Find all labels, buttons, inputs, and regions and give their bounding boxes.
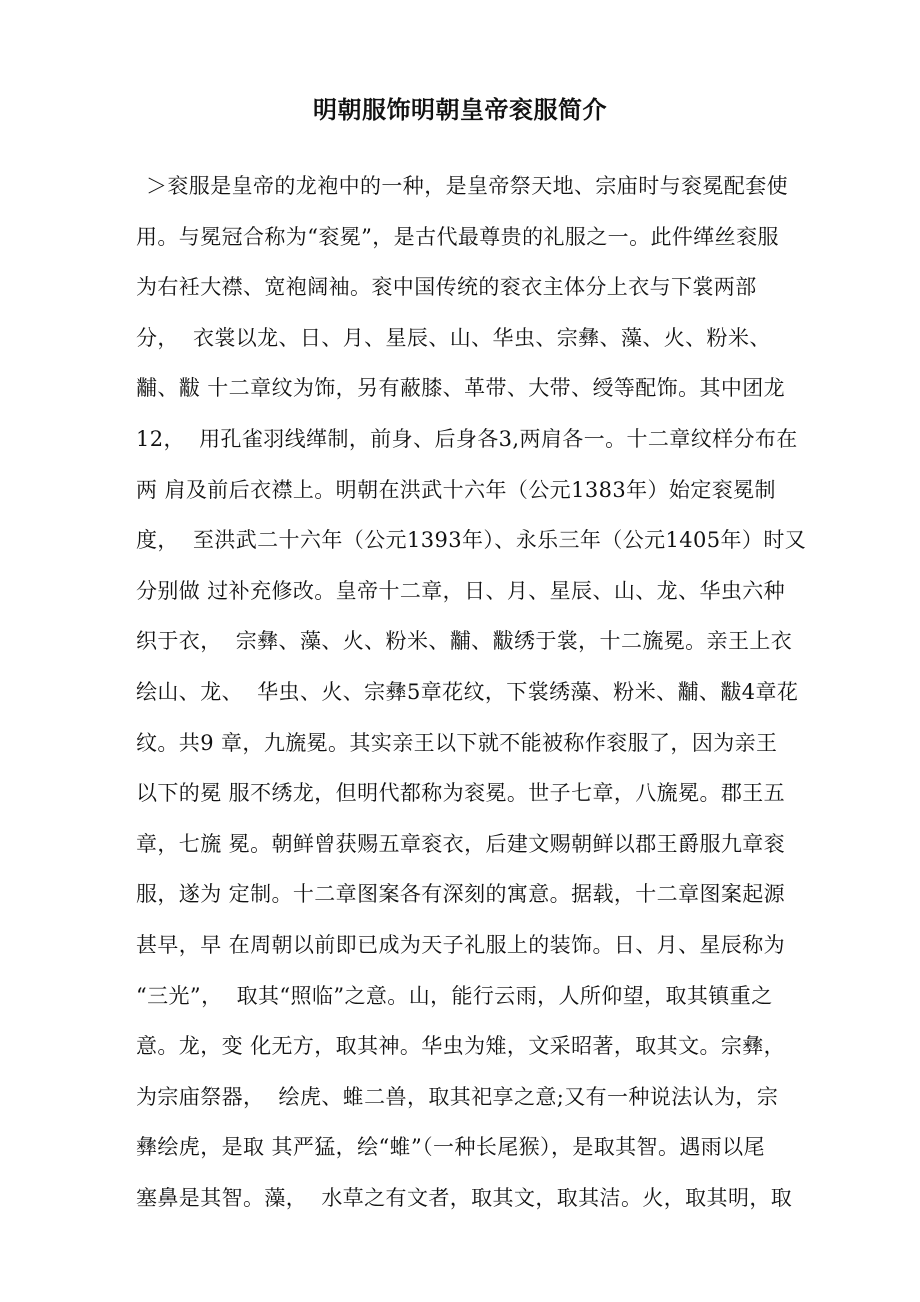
text-line: 章，七旒 冕。朝鲜曾获赐五章衮衣，后建文赐朝鲜以郡王爵服九章衮	[136, 831, 786, 856]
text-line: ＞衮服是皇帝的龙袍中的一种，是皇帝祭天地、宗庙时与衮冕配套使	[146, 174, 788, 198]
text-line: 塞鼻是其智。藻， 水草之有文者，取其文，取其洁。火，取其明，取	[136, 1185, 793, 1210]
text-line: 两 肩及前后衣襟上。明朝在洪武十六年（公元1383年）始定衮冕制	[136, 477, 776, 502]
text-line: 分别做 过补充修改。皇帝十二章，日、月、星辰、山、龙、华虫六种	[136, 578, 786, 603]
text-line: 用。与冕冠合称为“衮冕”，是古代最尊贵的礼服之一。此件缂丝衮服	[136, 224, 779, 249]
text-line: 意。龙，变 化无方，取其神。华虫为雉，文采昭著，取其文。宗彝，	[136, 1034, 786, 1059]
text-line: 分， 衣裳以龙、日、月、星辰、山、华虫、宗彝、藻、火、粉米、	[136, 325, 771, 350]
text-line: “三光”， 取其“照临”之意。山，能行云雨，人所仰望，取其镇重之	[136, 983, 773, 1008]
text-line: 12， 用孔雀羽线缂制，前身、后身各3,两肩各一。十二章纹样分布在	[136, 426, 798, 451]
text-line: 服，遂为 定制。十二章图案各有深刻的寓意。据载，十二章图案起源	[136, 882, 786, 907]
document-title: 明朝服饰明朝皇帝衮服简介	[313, 96, 607, 124]
text-line: 为右衽大襟、宽袍阔袖。衮中国传统的衮衣主体分上衣与下裳两部	[136, 275, 757, 300]
document-body	[136, 161, 816, 1223]
text-line: 以下的冕 服不绣龙，但明代都称为衮冕。世子七章，八旒冕。郡王五	[136, 781, 786, 806]
text-line: 纹。共9 章，九旒冕。其实亲王以下就不能被称作衮服了，因为亲王	[136, 730, 778, 755]
text-line: 为宗庙祭器， 绘虎、蜼二兽，取其祀享之意;又有一种说法认为，宗	[136, 1084, 779, 1109]
text-line: 度， 至洪武二十六年（公元1393年）、永乐三年（公元1405年）时又	[136, 528, 807, 553]
text-line: 甚早，早 在周朝以前即已成为天子礼服上的装饰。日、月、星辰称为	[136, 932, 786, 957]
text-line: 彝绘虎，是取 其严猛，绘“蜼”（一种长尾猴），是取其智。遇雨以尾	[136, 1135, 765, 1160]
text-line: 织于衣， 宗彝、藻、火、粉米、黼、黻绣于裳，十二旒冕。亲王上衣	[136, 629, 793, 654]
text-line: 黼、黻 十二章纹为饰，另有蔽膝、革带、大带、绶等配饰。其中团龙	[136, 376, 786, 401]
text-line: 绘山、龙、 华虫、火、宗彝5章花纹，下裳绣藻、粉米、黼、黻4章花	[136, 679, 799, 704]
